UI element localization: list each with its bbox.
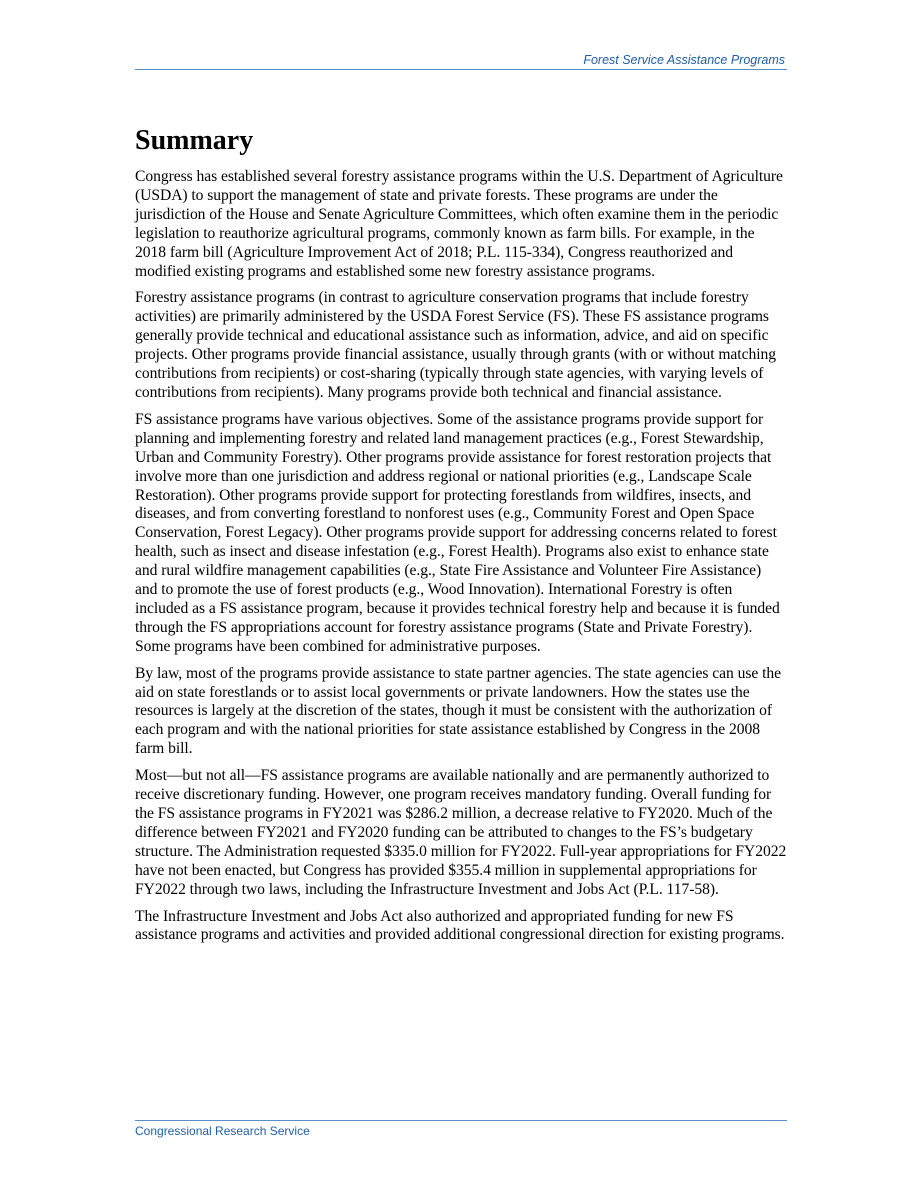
summary-paragraph: The Infrastructure Investment and Jobs Act also authorized and appropriated funding for new FS assistance programs and activities and provided additional congressional direction for existing programs. <box>135 907 785 944</box>
section-title: Summary <box>135 125 254 156</box>
summary-paragraph: Congress has established several forestry assistance programs within the U.S. Department of Agriculture (USDA) to support the management of state and private forests. These programs are under the jurisdiction of the House and Senate Agriculture Committees, which often examine them in the periodic legislation to reauthorize agricultural programs, commonly known as farm bills. For example, in the 2018 farm bill (Agriculture Improvement Act of 2018; P.L. 115-334), Congress reauthorized and modified existing programs and established some new forestry assistance programs. <box>135 168 783 280</box>
running-header <box>135 52 787 70</box>
summary-paragraph: Forestry assistance programs (in contrast to agriculture conservation programs that include forestry activities) are primarily administered by the USDA Forest Service (FS). These FS assistance programs generally provide technical and educational assistance such as information, advice, and aid on specific projects. Other programs provide financial assistance, usually through grants (with or without matching contributions from recipients) or cost-sharing (typically through state agencies, with varying levels of contributions from recipients). Many programs provide both technical and financial assistance. <box>135 289 776 401</box>
running-header-title: Forest Service Assistance Programs <box>583 53 785 67</box>
summary-paragraph: Most—but not all—FS assistance programs are available nationally and are permanently authorized to receive discretionary funding. However, one program receives mandatory funding. Overall funding for the FS assistance programs in FY2021 was $286.2 million, a decrease relative to FY2020. Much of the difference between FY2021 and FY2020 funding can be attributed to changes to the FS’s budgetary structure. The Administration requested $335.0 million for FY2022. Full-year appropriations for FY2022 have not been enacted, but Congress has provided $355.4 million in supplemental appropriations for FY2022 through two laws, including the Infrastructure Investment and Jobs Act (P.L. 117-58). <box>135 767 787 898</box>
summary-section <box>135 124 787 953</box>
running-footer <box>135 1120 787 1139</box>
summary-paragraph: By law, most of the programs provide assistance to state partner agencies. The state agencies can use the aid on state forestlands or to assist local governments or private landowners. How the states use the resources is largely at the discretion of the states, though it must be consistent with the authorization of each program and with the national priorities for state assistance established by Congress in the 2008 farm bill. <box>135 664 782 758</box>
summary-paragraph: FS assistance programs have various objectives. Some of the assistance programs provide support for planning and implementing forestry and related land management practices (e.g., Forest Stewardship, Urban and Community Forestry). Other programs provide assistance for forest restoration projects that involve more than one jurisdiction and address regional or national priorities (e.g., Landscape Scale Restoration). Other programs provide support for protecting forestlands from wildfires, insects, and diseases, and from converting forestland to nonforest uses (e.g., Community Forest and Open Space Conservation, Forest Legacy). Other programs provide support for addressing concerns related to forest health, such as insect and disease infestation (e.g., Forest Health). Programs also exist to enhance state and rural wildfire management capabilities (e.g., State Fire Assistance and Volunteer Fire Assistance) and to promote the use of forest products (e.g., Wood Innovation). International Forestry is often included as a FS assistance program, because it provides technical forestry help and because it is funded through the FS appropriations account for forestry assistance programs (State and Private Forestry). Some programs have been combined for administrative purposes. <box>135 410 780 655</box>
footer-organization: Congressional Research Service <box>135 1124 310 1138</box>
